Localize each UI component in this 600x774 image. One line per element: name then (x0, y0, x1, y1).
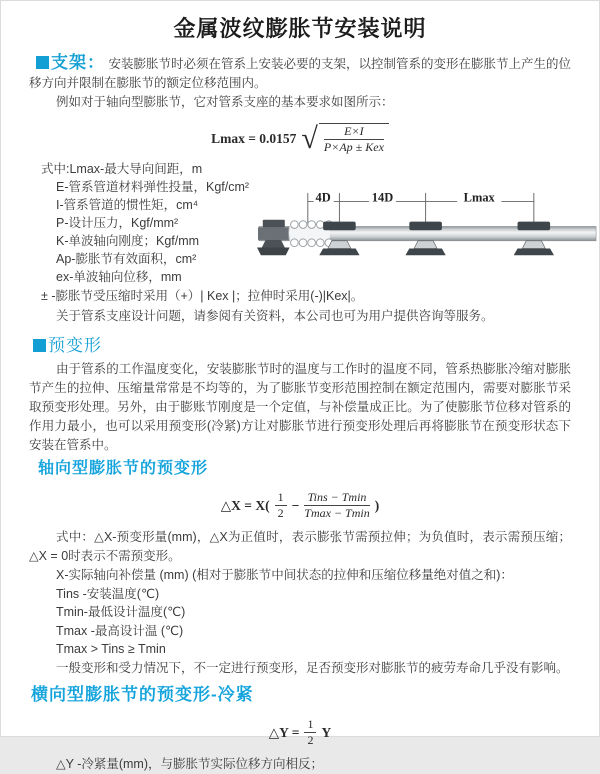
consult-note: 关于管系支座设计问题，请参阅有关资料，本公司也可为用户提供咨询等服务。 (56, 309, 494, 323)
formula-denominator: P×Ap ± Kex (323, 139, 384, 154)
section-heading-predeform (33, 335, 599, 357)
axial-line: Tmax > Tins ≥ Tmin (56, 642, 166, 656)
lateral-note: △Y -冷紧量(mm)，与膨胀节实际位移方向相反； (56, 757, 324, 771)
page-title: 金属波纹膨胀节安装说明 (173, 16, 427, 41)
minus-sign: − (291, 497, 300, 513)
right-paren: ) (374, 497, 380, 513)
support-example-line: 例如对于轴向型膨胀节，它对管系支座的基本要求如图所示： (56, 95, 394, 109)
definition-line: ex-单波轴向位移，mm (56, 270, 182, 284)
definitions-and-diagram-row (29, 160, 599, 286)
axial-line: Tmin-最低设计温度(℃) (56, 605, 186, 619)
one-half-fraction (275, 491, 287, 520)
axial-line: X-实际轴向补偿量 (mm) (相对于膨胀节中间状态的拉伸和压缩位移量绝对值之和)： (56, 568, 513, 582)
definition-line: 式中:Lmax-最大导向间距，m (41, 162, 203, 176)
axial-explanation: 式中：△X-预变形量(mm)，△X为正值时，表示膨张节需预拉伸；为负值时，表示需预压缩；△X = 0时表示不需预变形。 (29, 530, 571, 563)
formula-lhs: △Y = (268, 724, 300, 740)
formula-lhs: Lmax = 0.0157 (211, 130, 297, 146)
support-intro-paragraph (29, 53, 571, 93)
subheading-lateral-predeform: 横向型膨胀节的预变形-冷紧 (31, 685, 254, 704)
definition-line: E-管系管道材料弹性投量，Kgf/cm² (56, 180, 250, 194)
section-heading-support: 支架： (51, 53, 105, 72)
formula-numerator: E×I (324, 125, 384, 140)
axial-line: Tmax -最高设计温 (℃) (56, 623, 184, 638)
section-marker-square (36, 56, 49, 69)
formula-rhs: Y (321, 724, 332, 740)
support-intro-text: 安装膨胀节时必须在管系上安装必要的支架，以控制管系的变形在膨胀节上产生的位移方向并限制在膨胀节的额定位移范围内。 (29, 57, 571, 90)
pipe-support-diagram (258, 188, 598, 263)
temperature-fraction (304, 491, 369, 520)
one-half-fraction (304, 718, 316, 747)
predeform-heading-text: 预变形 (48, 336, 102, 355)
anchor-support-icon (257, 220, 290, 255)
fraction-denominator: 2 (277, 505, 284, 520)
lateral-predeform-formula (1, 717, 599, 747)
definition-line: Ap-膨胀节有效面积，cm² (56, 252, 197, 266)
radical-sign: √ (301, 122, 318, 155)
axial-line: 一般变形和受力情况下，不一定进行预变形，足否预变形对膨胀节的疲劳寿命几乎没有影响。 (56, 660, 569, 675)
fraction-denominator: 2 (307, 732, 314, 747)
definition-line: I-管系管道的惯性矩，cm⁴ (56, 198, 199, 212)
definition-line: P-设计压力，Kgf/mm² (56, 216, 179, 230)
subheading-axial-predeform: 轴向型膨胀节的预变形 (38, 460, 209, 477)
dim-label-14d: 14D (371, 190, 394, 205)
fraction-numerator: 1 (275, 491, 287, 506)
section-marker-square (33, 339, 46, 352)
plus-minus-note: ± -膨胀节受压缩时采用（+）| Kex |；拉伸时采用(-)|Kex|。 (41, 289, 364, 303)
formula-fraction (319, 123, 389, 154)
fraction-denominator: Tmax − Tmin (304, 505, 370, 520)
predeform-paragraph: 由于管系的工作温度变化，安装膨胀节时的温度与工作时的温度不同，管系热膨胀冷缩对膨胀节产生的拉伸、压缩量常常是不均等的，为了膨胀节变形范围控制在额定范围内，需要对膨胀节采取预变形处理。另外，由于膨账节刚度是一个定值，与补偿量成正比。为了使膨胀节位移对管系的作用力最小，也可以采用预变形(冷紧)方让对膨胀节进行预变形处理后再将膨胀节在预变形状态下安装在管系中。 (29, 362, 571, 452)
formula-lhs: △X = X( (220, 497, 270, 513)
dim-label-4d: 4D (315, 190, 331, 205)
axial-predeform-formula (1, 488, 599, 522)
fraction-numerator: Tins − Tmin (304, 491, 369, 506)
dim-label-lmax: Lmax (463, 190, 495, 205)
definition-line: K-单波轴向刚度；Kgf/mm (56, 234, 200, 248)
axial-line: Tins -安装温度(℃) (56, 586, 160, 601)
fraction-numerator: 1 (304, 718, 316, 733)
symbol-definitions-list (29, 160, 258, 286)
lmax-formula (1, 120, 599, 156)
pipe-support-diagram-container (258, 160, 599, 286)
